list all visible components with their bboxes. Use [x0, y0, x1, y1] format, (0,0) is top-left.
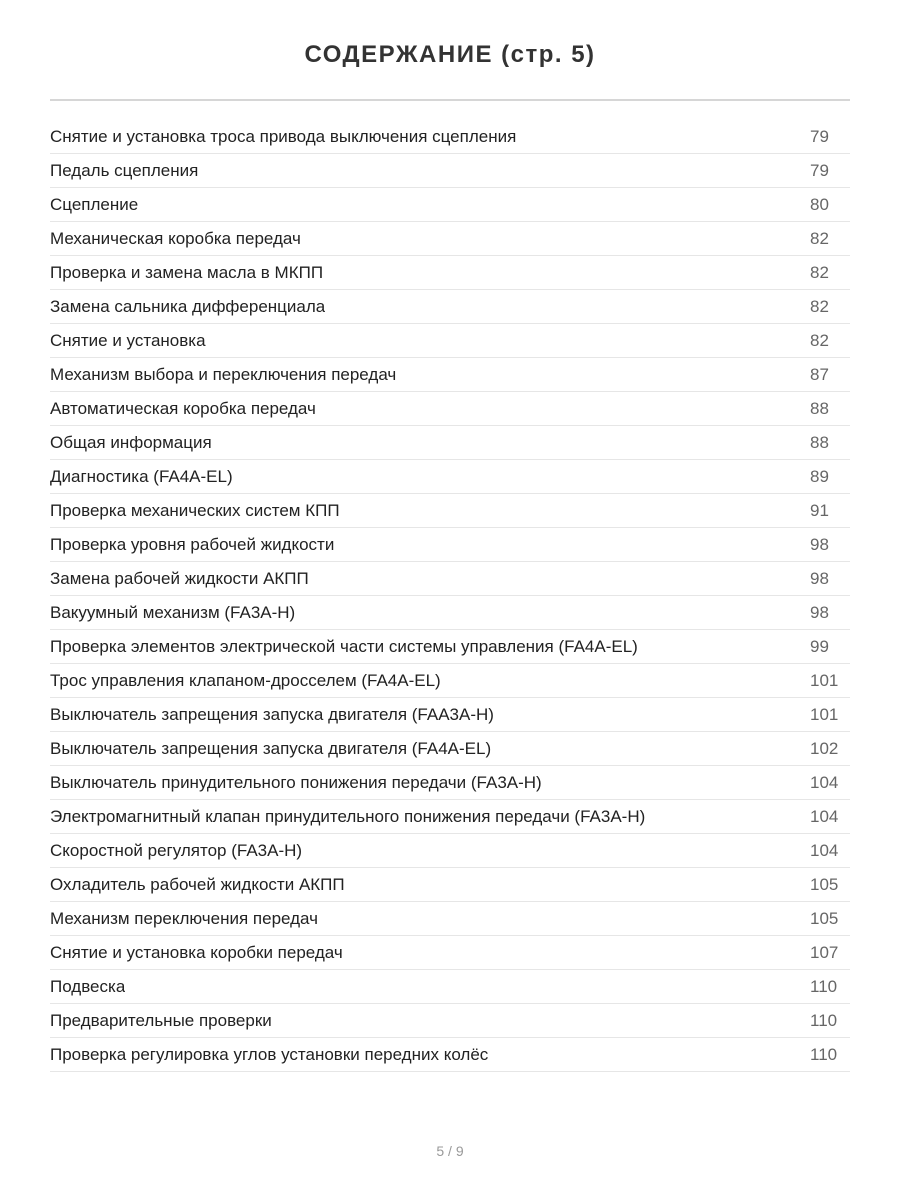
toc-entry[interactable] [50, 970, 850, 1004]
toc-entry[interactable] [50, 936, 850, 970]
toc-entry-title[interactable]: Замена сальника дифференциала [50, 296, 326, 316]
toc-entry[interactable] [50, 1038, 850, 1072]
toc-entry[interactable] [50, 732, 850, 766]
toc-entry-title[interactable]: Педаль сцепления [50, 160, 199, 180]
toc-entry-title[interactable]: Предварительные проверки [50, 1010, 272, 1030]
toc-entry[interactable] [50, 392, 850, 426]
toc-entry[interactable] [50, 664, 850, 698]
toc-entry-title[interactable]: Снятие и установка [50, 330, 206, 350]
toc-entry[interactable] [50, 766, 850, 800]
toc-entry-title[interactable]: Механизм выбора и переключения передач [50, 364, 397, 384]
toc-entry-page-number: 98 [810, 568, 829, 588]
toc-entry[interactable] [50, 188, 850, 222]
toc-entry[interactable] [50, 834, 850, 868]
toc-entry[interactable] [50, 460, 850, 494]
toc-entry-page-number: 104 [810, 840, 839, 860]
toc-entry-title[interactable]: Автоматическая коробка передач [50, 398, 316, 418]
toc-entry-page-number: 105 [810, 874, 839, 894]
toc-entry-page-number: 101 [810, 670, 839, 690]
toc-entry-title[interactable]: Скоростной регулятор (FA3A-H) [50, 840, 303, 860]
toc-entry-title[interactable]: Электромагнитный клапан принудительного понижения передачи (FA3A-H) [50, 806, 646, 826]
toc-entry[interactable] [50, 290, 850, 324]
toc-entry-title[interactable]: Выключатель запрещения запуска двигателя (FAA3A-H) [50, 704, 494, 724]
toc-entry-title[interactable]: Диагностика (FA4A-EL) [50, 466, 233, 486]
toc-entry-title[interactable]: Проверка элементов электрической части системы управления (FA4A-EL) [50, 636, 638, 656]
toc-entry-page-number: 88 [810, 432, 829, 452]
toc-entry-title[interactable]: Трос управления клапаном-дросселем (FA4A-EL) [50, 670, 441, 690]
toc-entry[interactable] [50, 256, 850, 290]
toc-entry-title[interactable]: Сцепление [50, 194, 139, 214]
toc-entry[interactable] [50, 222, 850, 256]
toc-entry-page-number: 102 [810, 738, 839, 758]
toc-entry[interactable] [50, 154, 850, 188]
toc-entry[interactable] [50, 1004, 850, 1038]
toc-entry-page-number: 105 [810, 908, 839, 928]
toc-entry-page-number: 99 [810, 636, 829, 656]
toc-entry-page-number: 82 [810, 330, 829, 350]
toc-entry-title[interactable]: Механизм переключения передач [50, 908, 318, 928]
toc-entry-page-number: 87 [810, 364, 829, 384]
toc-entry-page-number: 89 [810, 466, 829, 486]
toc-entry-page-number: 79 [810, 160, 829, 180]
toc-entry-title[interactable]: Выключатель принудительного понижения передачи (FA3A-H) [50, 772, 542, 792]
toc-entry[interactable] [50, 426, 850, 460]
toc-entry-title[interactable]: Вакуумный механизм (FA3A-H) [50, 602, 296, 622]
page-title: СОДЕРЖАНИЕ (стр. 5) [304, 41, 596, 68]
toc-entry-title[interactable]: Охладитель рабочей жидкости АКПП [50, 874, 345, 894]
toc-entry-page-number: 80 [810, 194, 829, 214]
toc-entry-title[interactable]: Замена рабочей жидкости АКПП [50, 568, 309, 588]
toc-entry[interactable] [50, 324, 850, 358]
toc-entry-title[interactable]: Проверка уровня рабочей жидкости [50, 534, 335, 554]
table-of-contents [50, 120, 850, 1072]
toc-entry-title[interactable]: Подвеска [50, 976, 126, 996]
toc-entry-page-number: 101 [810, 704, 839, 724]
toc-entry-page-number: 91 [810, 500, 829, 520]
toc-entry-page-number: 110 [810, 1010, 838, 1030]
toc-entry-page-number: 88 [810, 398, 829, 418]
toc-entry-title[interactable]: Снятие и установка троса привода выключения сцепления [50, 126, 517, 146]
toc-entry-page-number: 98 [810, 602, 829, 622]
toc-entry-title[interactable]: Выключатель запрещения запуска двигателя (FA4A-EL) [50, 738, 492, 758]
toc-entry-page-number: 82 [810, 262, 829, 282]
toc-entry-page-number: 98 [810, 534, 829, 554]
toc-entry[interactable] [50, 800, 850, 834]
toc-entry[interactable] [50, 698, 850, 732]
toc-entry-page-number: 110 [810, 1044, 838, 1064]
toc-entry[interactable] [50, 868, 850, 902]
page-number: 5 / 9 [436, 1143, 464, 1159]
toc-entry-page-number: 79 [810, 126, 829, 146]
toc-entry-title[interactable]: Механическая коробка передач [50, 228, 301, 248]
toc-entry-page-number: 104 [810, 772, 839, 792]
toc-entry-page-number: 82 [810, 228, 829, 248]
toc-entry[interactable] [50, 120, 850, 154]
title-divider [50, 99, 850, 101]
toc-entry[interactable] [50, 596, 850, 630]
toc-entry-page-number: 82 [810, 296, 829, 316]
toc-entry-title[interactable]: Снятие и установка коробки передач [50, 942, 343, 962]
toc-entry-page-number: 107 [810, 942, 839, 962]
toc-entry[interactable] [50, 562, 850, 596]
toc-entry-title[interactable]: Общая информация [50, 432, 212, 452]
toc-entry-page-number: 104 [810, 806, 839, 826]
toc-entry-title[interactable]: Проверка и замена масла в МКПП [50, 262, 324, 282]
toc-entry[interactable] [50, 358, 850, 392]
toc-entry-page-number: 110 [810, 976, 838, 996]
toc-entry[interactable] [50, 630, 850, 664]
toc-entry-title[interactable]: Проверка механических систем КПП [50, 500, 340, 520]
toc-entry[interactable] [50, 902, 850, 936]
toc-entry[interactable] [50, 494, 850, 528]
toc-entry-title[interactable]: Проверка регулировка углов установки передних колёс [50, 1044, 489, 1064]
toc-entry[interactable] [50, 528, 850, 562]
